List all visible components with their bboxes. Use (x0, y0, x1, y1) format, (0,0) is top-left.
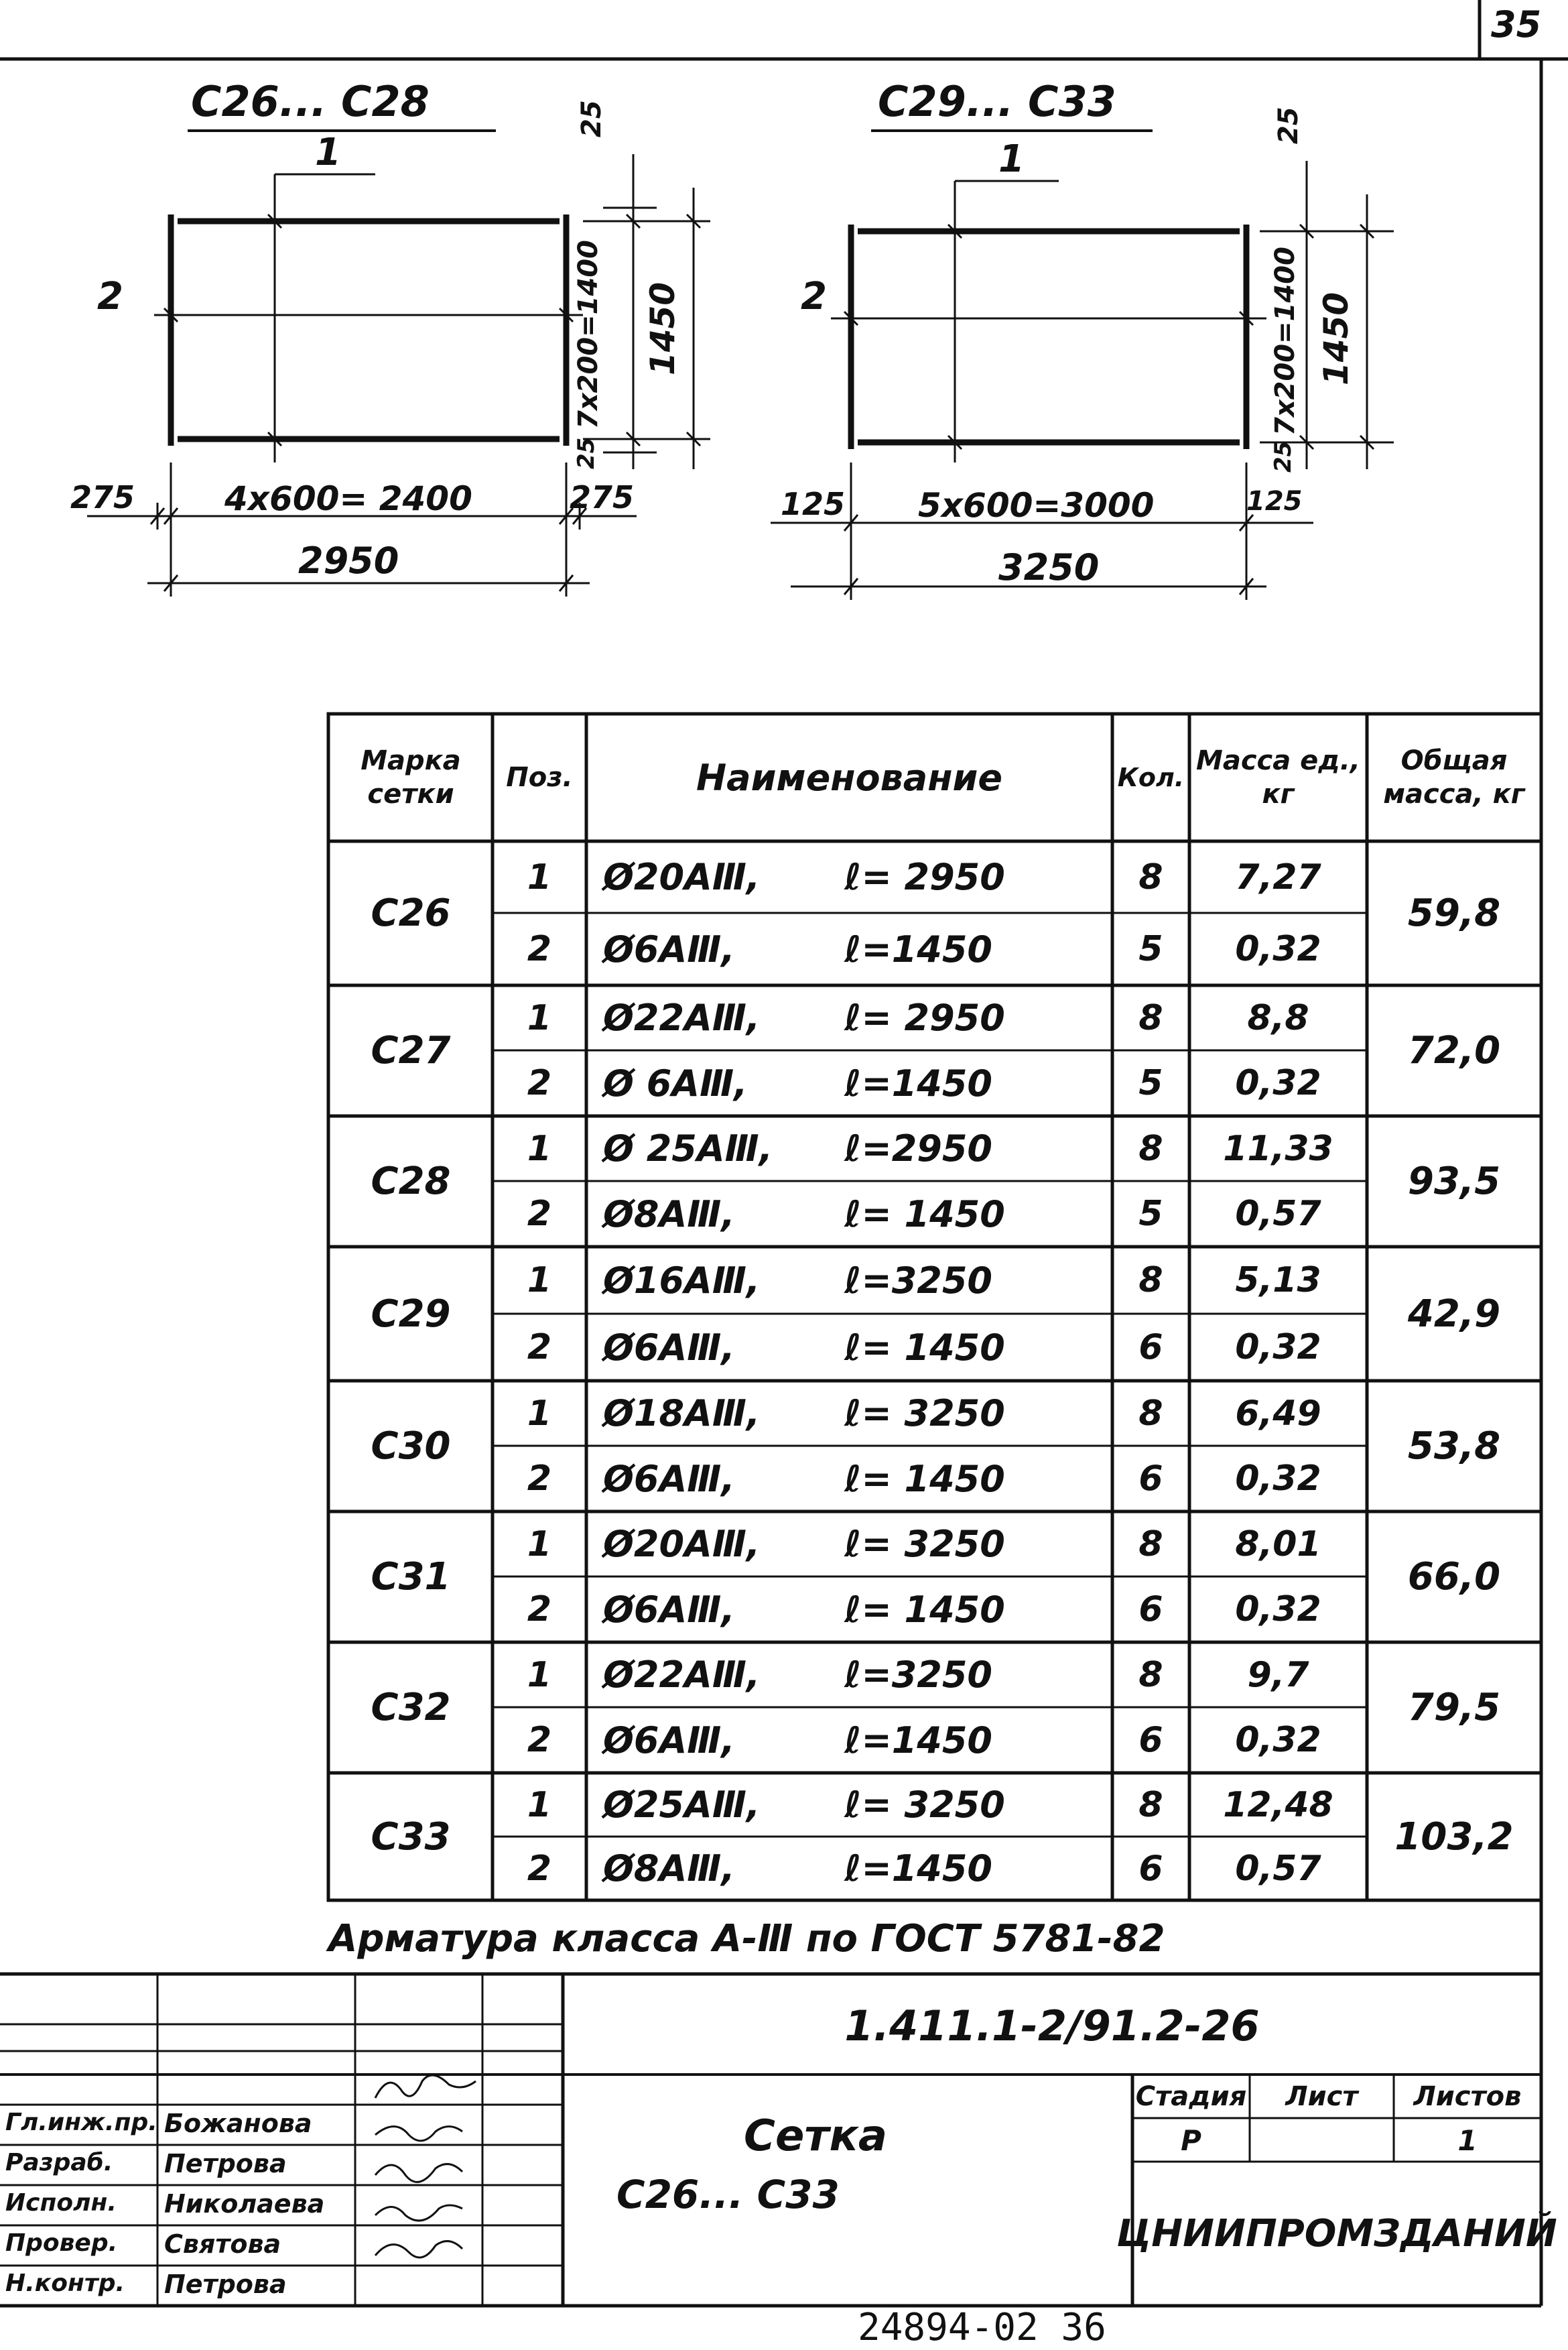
pos-cell: 1 (527, 1654, 552, 1695)
mark-cell: С32 (371, 1686, 451, 1729)
pos-cell: 2 (527, 1194, 552, 1235)
pos-cell: 1 (527, 1784, 552, 1825)
bar-diameter-cell: Ø6AⅢ, (603, 1457, 735, 1500)
mark-cell: С30 (371, 1424, 451, 1468)
total-mass-cell: 53,8 (1407, 1424, 1501, 1468)
pos-cell: 1 (527, 1260, 552, 1300)
bar-diameter-cell: Ø20AⅢ, (603, 856, 761, 899)
left-dim-right: 275 (570, 479, 635, 515)
bar-length-cell: ℓ=1450 (844, 1719, 993, 1761)
bar-length-cell: ℓ=1450 (844, 1847, 993, 1890)
unit-mass-cell: 6,49 (1235, 1393, 1321, 1434)
qty-cell: 8 (1138, 997, 1163, 1038)
qty-cell: 8 (1138, 1393, 1163, 1434)
page-number: 35 (1491, 3, 1542, 46)
title-line2: С26... С33 (616, 2172, 840, 2217)
organization: ЦНИИПРОМЗДАНИЙ (1116, 2212, 1557, 2255)
mark-cell: С28 (371, 1160, 451, 1203)
total-mass-cell: 79,5 (1407, 1686, 1501, 1729)
qty-cell: 6 (1138, 1327, 1163, 1367)
stage-value: Р (1181, 2123, 1201, 2157)
bar-length-cell: ℓ= 3250 (844, 1784, 1005, 1826)
right-dim-top: 25 (1273, 107, 1304, 144)
bar-diameter-cell: Ø18AⅢ, (603, 1392, 761, 1435)
bar-length-cell: ℓ= 1450 (844, 1457, 1005, 1500)
unit-mass-cell: 11,33 (1223, 1128, 1333, 1169)
bar-diameter-cell: Ø16AⅢ, (603, 1259, 761, 1302)
bar-length-cell: ℓ= 2950 (844, 997, 1005, 1040)
bar-length-cell: ℓ=3250 (844, 1654, 993, 1696)
unit-mass-cell: 0,57 (1235, 1194, 1321, 1235)
left-dim-top: 25 (576, 100, 607, 137)
bar-length-cell: ℓ= 1450 (844, 1588, 1005, 1631)
sheets-label: Листов (1413, 2081, 1522, 2112)
unit-mass-cell: 8,01 (1235, 1524, 1321, 1564)
pos-cell: 2 (527, 1589, 552, 1630)
total-mass-cell: 66,0 (1407, 1555, 1501, 1599)
staff-role: Н.контр. (5, 2270, 125, 2297)
left-pos2-label: 2 (97, 275, 123, 318)
staff-name: Божанова (164, 2109, 312, 2138)
sheet-value (1253, 2120, 1390, 2160)
mesh-drawing-left (87, 131, 710, 597)
mark-cell: С31 (371, 1555, 451, 1599)
bar-length-cell: ℓ=2950 (844, 1127, 993, 1170)
staff-role: Гл.инж.пр. (5, 2109, 157, 2136)
bar-length-cell: ℓ= 3250 (844, 1392, 1005, 1435)
left-dim-bottom: 25 (573, 437, 600, 469)
unit-mass-cell: 7,27 (1235, 857, 1321, 898)
header-qty: Кол. (1117, 763, 1185, 792)
mark-cell: С27 (371, 1029, 451, 1072)
unit-mass-cell: 0,32 (1235, 929, 1321, 970)
unit-mass-cell: 0,32 (1235, 1459, 1321, 1499)
right-dim-bottom: 25 (1270, 440, 1297, 473)
unit-mass-cell: 8,8 (1247, 997, 1309, 1038)
header-mass-total: Общая масса, кг (1383, 745, 1525, 810)
pos-cell: 2 (527, 1720, 552, 1761)
left-pos1-label: 1 (315, 131, 341, 174)
signatures (375, 2075, 476, 2258)
bar-diameter-cell: Ø6AⅢ, (603, 928, 735, 971)
bar-diameter-cell: Ø20AⅢ, (603, 1523, 761, 1566)
left-drawing-title: С26... С28 (191, 77, 430, 126)
right-pos2-label: 2 (801, 275, 827, 318)
right-pos1-label: 1 (998, 137, 1025, 181)
right-dim-height: 1450 (1317, 292, 1356, 385)
bar-length-cell: ℓ= 3250 (844, 1523, 1005, 1566)
bar-diameter-cell: Ø25AⅢ, (603, 1784, 761, 1826)
sheet-label: Лист (1285, 2081, 1358, 2112)
total-mass-cell: 59,8 (1407, 891, 1501, 935)
footer-number: 24894-02 36 (858, 2306, 1106, 2349)
staff-role: Разраб. (5, 2149, 113, 2176)
unit-mass-cell: 0,32 (1235, 1589, 1321, 1630)
bar-length-cell: ℓ= 1450 (844, 1326, 1005, 1369)
unit-mass-cell: 5,13 (1235, 1260, 1321, 1300)
qty-cell: 6 (1138, 1720, 1163, 1761)
right-dim-left: 125 (781, 486, 846, 522)
header-mark: Марка сетки (361, 745, 461, 810)
staff-role: Исполн. (5, 2189, 117, 2217)
left-dim-left: 275 (70, 479, 135, 515)
bar-diameter-cell: Ø8AⅢ, (603, 1192, 735, 1235)
bar-diameter-cell: Ø6AⅢ, (603, 1326, 735, 1369)
pos-cell: 2 (527, 929, 552, 970)
bar-diameter-cell: Ø22AⅢ, (603, 997, 761, 1040)
unit-mass-cell: 0,32 (1235, 1720, 1321, 1761)
bar-diameter-cell: Ø6AⅢ, (603, 1588, 735, 1631)
bar-diameter-cell: Ø6AⅢ, (603, 1719, 735, 1761)
qty-cell: 8 (1138, 1524, 1163, 1564)
pos-cell: 2 (527, 1327, 552, 1367)
qty-cell: 5 (1138, 1194, 1163, 1235)
pos-cell: 2 (527, 1848, 552, 1889)
right-dim-total: 3250 (998, 546, 1100, 589)
bar-length-cell: ℓ= 2950 (844, 856, 1005, 899)
total-mass-cell: 72,0 (1407, 1029, 1501, 1072)
bar-length-cell: ℓ= 1450 (844, 1192, 1005, 1235)
total-mass-cell: 103,2 (1394, 1814, 1514, 1859)
bar-diameter-cell: Ø 25AⅢ, (603, 1127, 773, 1170)
unit-mass-cell: 0,32 (1235, 1063, 1321, 1104)
unit-mass-cell: 9,7 (1247, 1654, 1309, 1695)
doc-code: 1.411.1-2/91.2-26 (844, 2001, 1260, 2050)
qty-cell: 5 (1138, 929, 1163, 970)
mark-cell: С26 (371, 891, 451, 935)
unit-mass-cell: 12,48 (1223, 1784, 1333, 1825)
qty-cell: 8 (1138, 1260, 1163, 1300)
left-dim-mid: 4х600= 2400 (224, 479, 472, 518)
qty-cell: 8 (1138, 857, 1163, 898)
unit-mass-cell: 0,32 (1235, 1327, 1321, 1367)
header-pos: Поз. (506, 762, 573, 793)
right-drawing-title: С29... С33 (878, 77, 1116, 126)
sheets-value: 1 (1457, 2123, 1478, 2157)
bar-length-cell: ℓ=3250 (844, 1259, 993, 1302)
total-mass-cell: 42,9 (1407, 1292, 1501, 1336)
staff-name: Святова (164, 2229, 281, 2259)
header-name: Наименование (696, 756, 1003, 799)
title-line1: Сетка (744, 2111, 888, 2161)
pos-cell: 1 (527, 997, 552, 1038)
header-mass-unit: Масса ед., кг (1196, 745, 1360, 810)
staff-name: Петрова (164, 2270, 287, 2299)
left-dim-height: 1450 (643, 282, 682, 375)
pos-cell: 1 (527, 1128, 552, 1169)
qty-cell: 6 (1138, 1589, 1163, 1630)
stage-label: Стадия (1135, 2081, 1247, 2112)
left-dim-vert: 7х200=1400 (573, 240, 604, 429)
qty-cell: 6 (1138, 1459, 1163, 1499)
pos-cell: 1 (527, 857, 552, 898)
right-dim-mid: 5х600=3000 (918, 486, 1155, 525)
total-mass-cell: 93,5 (1407, 1160, 1501, 1203)
staff-name: Петрова (164, 2149, 287, 2178)
bar-length-cell: ℓ=1450 (844, 928, 993, 971)
bar-length-cell: ℓ=1450 (844, 1062, 993, 1105)
qty-cell: 8 (1138, 1784, 1163, 1825)
right-dim-vert: 7х200=1400 (1270, 247, 1301, 436)
qty-cell: 8 (1138, 1128, 1163, 1169)
pos-cell: 1 (527, 1393, 552, 1434)
staff-name: Николаева (164, 2189, 325, 2219)
staff-role: Провер. (5, 2229, 118, 2257)
left-dim-total: 2950 (298, 540, 399, 582)
mark-cell: С29 (371, 1292, 451, 1336)
bar-diameter-cell: Ø 6AⅢ, (603, 1062, 748, 1105)
right-dim-right: 125 (1246, 486, 1303, 517)
qty-cell: 8 (1138, 1654, 1163, 1695)
pos-cell: 2 (527, 1063, 552, 1104)
unit-mass-cell: 0,57 (1235, 1848, 1321, 1889)
pos-cell: 2 (527, 1459, 552, 1499)
pos-cell: 1 (527, 1524, 552, 1564)
rebar-class-note: Арматура класса А-Ⅲ по ГОСТ 5781-82 (328, 1917, 1165, 1961)
qty-cell: 6 (1138, 1848, 1163, 1889)
qty-cell: 5 (1138, 1063, 1163, 1104)
bar-diameter-cell: Ø22AⅢ, (603, 1654, 761, 1696)
bar-diameter-cell: Ø8AⅢ, (603, 1847, 735, 1890)
mark-cell: С33 (371, 1814, 451, 1859)
